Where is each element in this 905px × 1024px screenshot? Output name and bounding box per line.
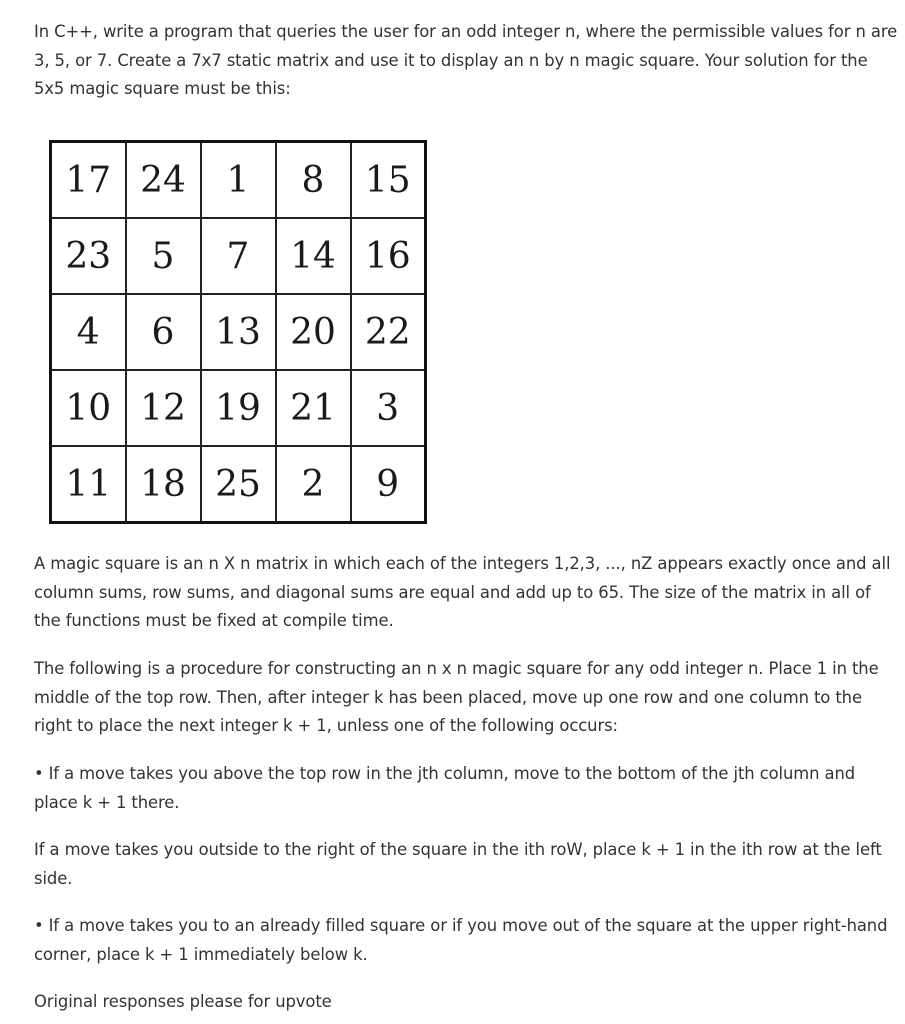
rule-1-text: If a move takes you above the top row in the jth column, move to the bottom of the jth column and place k + 1 there. — [34, 764, 856, 812]
magic-square-cell: 10 — [51, 370, 126, 446]
magic-square-cell: 12 — [126, 370, 201, 446]
definition-paragraph: A magic square is an n X n matrix in which each of the integers 1,2,3, ..., nZ appears exactly once and all column sums, row sums, and diagonal sums are equal and add up to 65. The size of the matrix in all of the functions must be fixed at compile time. — [34, 554, 891, 630]
magic-square-row — [51, 142, 426, 219]
magic-square-row — [51, 218, 426, 294]
magic-square-cell: 13 — [201, 294, 276, 370]
magic-square-cell: 24 — [126, 142, 201, 219]
magic-square-table — [49, 140, 427, 524]
intro-paragraph: In C++, write a program that queries the user for an odd integer n, where the permissible values for n are 3, 5, or 7. Create a 7x7 static matrix and use it to display an n by n magic square. Your solution for the 5x5 magic square must be this: — [34, 22, 898, 98]
magic-square-cell: 25 — [201, 446, 276, 523]
procedure-paragraph: The following is a procedure for constructing an n x n magic square for any odd integer n. Place 1 in the middle of the top row. Then, after integer k has been placed, move up one row and one column to the right to place the next integer k + 1, unless one of the following occurs: — [34, 659, 879, 735]
rule-3-bullet — [34, 912, 900, 969]
magic-square-cell: 21 — [276, 370, 351, 446]
magic-square-cell: 16 — [351, 218, 426, 294]
magic-square-cell: 3 — [351, 370, 426, 446]
magic-square-figure — [49, 140, 427, 518]
magic-square-cell: 1 — [201, 142, 276, 219]
magic-square-cell: 20 — [276, 294, 351, 370]
magic-square-cell: 15 — [351, 142, 426, 219]
magic-square-row — [51, 370, 426, 446]
rule-3-text: If a move takes you to an already filled square or if you move out of the square at the upper right-hand corner, place k + 1 immediately below k. — [34, 916, 888, 964]
magic-square-cell: 5 — [126, 218, 201, 294]
magic-square-cell: 22 — [351, 294, 426, 370]
bullet-icon: • — [34, 764, 44, 783]
magic-square-cell: 14 — [276, 218, 351, 294]
magic-square-cell: 6 — [126, 294, 201, 370]
magic-square-cell: 19 — [201, 370, 276, 446]
magic-square-cell: 9 — [351, 446, 426, 523]
magic-square-cell: 18 — [126, 446, 201, 523]
magic-square-row — [51, 294, 426, 370]
magic-square-cell: 23 — [51, 218, 126, 294]
magic-square-cell: 11 — [51, 446, 126, 523]
magic-square-row — [51, 446, 426, 523]
closing-note: Original responses please for upvote — [34, 992, 332, 1011]
rule-2-paragraph: If a move takes you outside to the right of the square in the ith roW, place k + 1 in the ith row at the left side. — [34, 840, 882, 888]
magic-square-cell: 8 — [276, 142, 351, 219]
magic-square-cell: 2 — [276, 446, 351, 523]
rule-1-bullet — [34, 760, 900, 817]
magic-square-cell: 4 — [51, 294, 126, 370]
bullet-icon: • — [34, 916, 44, 935]
magic-square-cell: 7 — [201, 218, 276, 294]
magic-square-cell: 17 — [51, 142, 126, 219]
